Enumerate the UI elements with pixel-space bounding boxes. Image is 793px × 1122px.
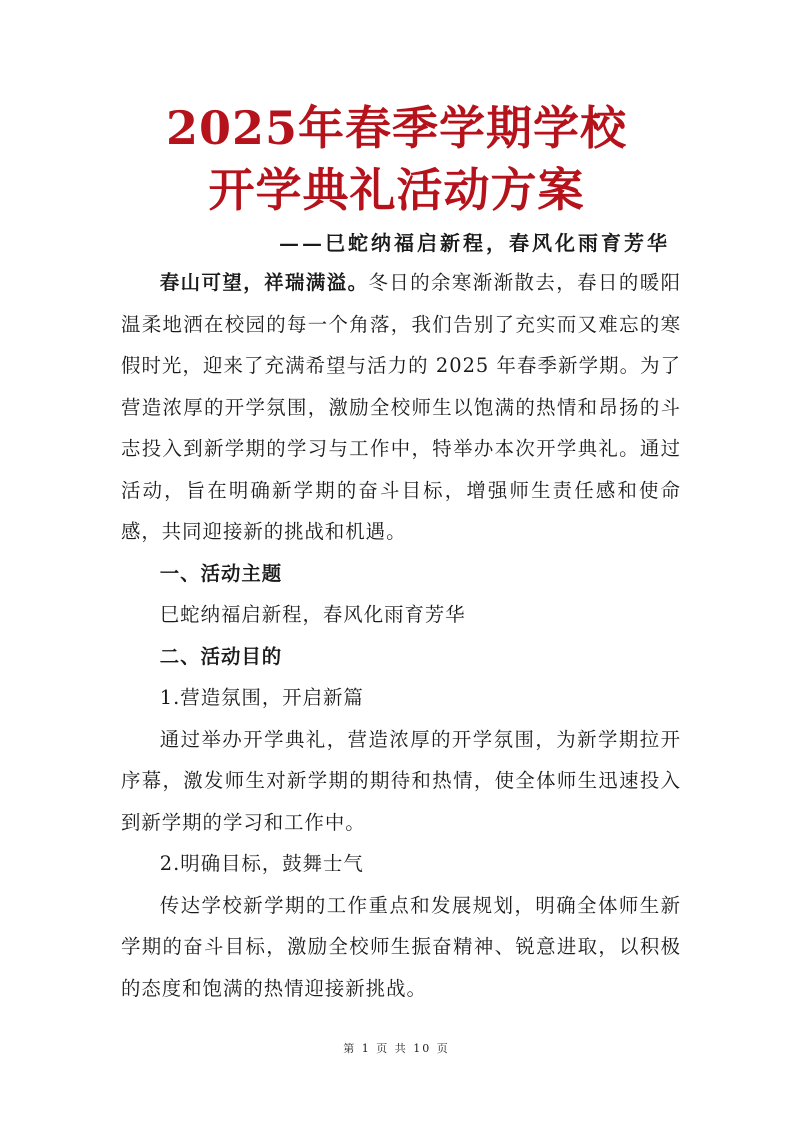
intro-lead-text: 春山可望，祥瑞满溢。 [159, 271, 369, 294]
document-title-line-1: 2025年春季学期学校 [165, 101, 628, 155]
section-text-theme: 巳蛇纳福启新程，春风化雨育芳华 [159, 603, 466, 626]
item-paragraph-1: 通过举办开学典礼，营造浓厚的开学氛围，为新学期拉开序幕，激发师生对新学期的期待和热情，使全体师生迅速投入到新学期的学习和工作中。 [121, 727, 681, 834]
document-body [121, 262, 681, 1009]
intro-body-text: 冬日的余寒渐渐散去，春日的暖阳温柔地洒在校园的每一个角落，我们告别了充实而又难忘的寒假时光，迎来了充满希望与活力的 2025 年春季新学期。为了营造浓厚的开学氛围，激励全校师生以饱满的热情和昂扬的斗志投入到新学期的学习与工作中，特举办本次开学典礼。通过活动，旨在明确新学期的奋斗目标，增强师生责任感和使命感，共同迎接新的挑战和机遇。 [121, 271, 681, 543]
section-heading-theme: 一、活动主题 [159, 561, 283, 585]
item-heading-2: 2.明确目标，鼓舞士气 [159, 852, 364, 875]
item-paragraph-2: 传达学校新学期的工作重点和发展规划，明确全体师生新学期的奋斗目标，激励全校师生振奋精神、锐意进取，以积极的态度和饱满的热情迎接新挑战。 [121, 893, 681, 1000]
document-title-line-2: 开学典礼活动方案 [208, 163, 585, 217]
intro-paragraph [121, 262, 681, 553]
document-subtitle: ——巳蛇纳福启新程，春风化雨育芳华 [279, 231, 670, 255]
page-footer: 第 1 页 共 10 页 [343, 1042, 450, 1055]
item-heading-1: 1.营造氛围，开启新篇 [159, 686, 364, 709]
section-heading-purpose: 二、活动目的 [159, 644, 283, 668]
